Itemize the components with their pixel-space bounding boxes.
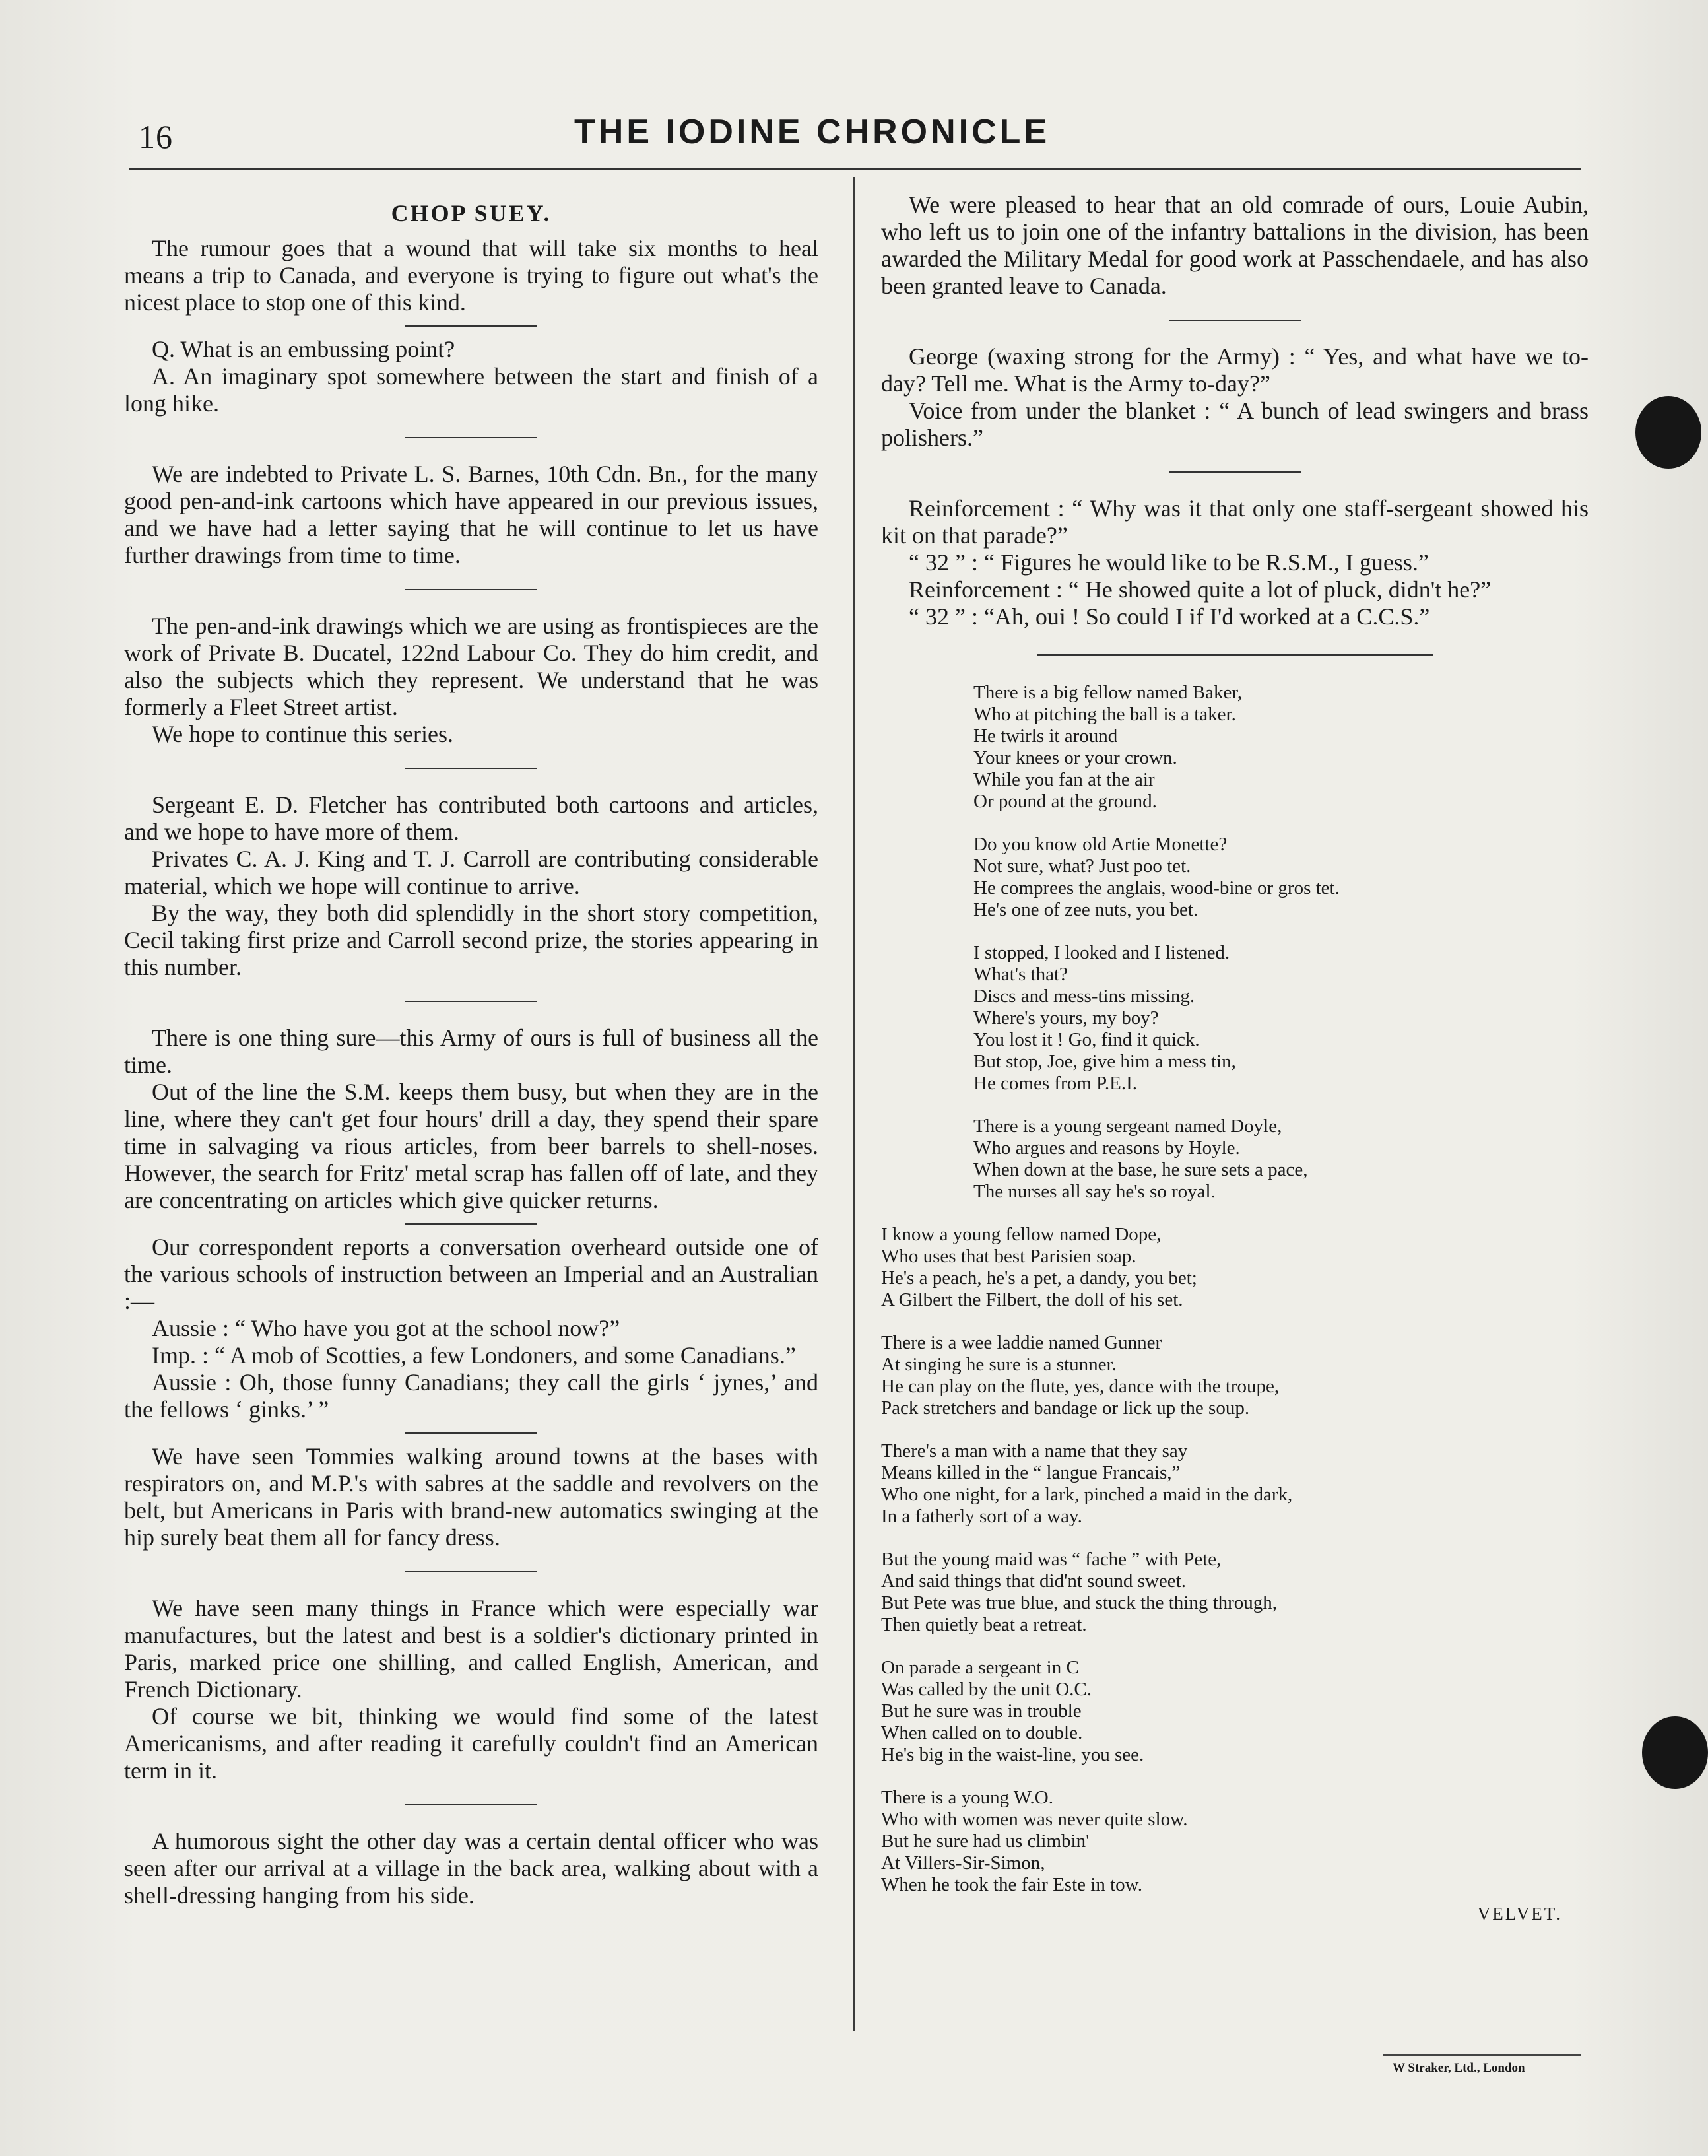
- poem-line: He's big in the waist-line, you see.: [881, 1744, 1144, 1765]
- poem-stanza: [881, 1332, 1589, 1419]
- poem-line: When called on to double.: [881, 1722, 1083, 1743]
- poem-line: When he took the fair Este in tow.: [881, 1874, 1142, 1895]
- dialogue-line: “ 32 ” : “Ah, oui ! So could I if I'd worked at a C.C.S.”: [909, 603, 1430, 630]
- paragraph: Privates C. A. J. King and T. J. Carroll are contributing considerable material, which we hope will continue to arrive.: [124, 846, 818, 899]
- separator-rule: [405, 1001, 537, 1002]
- poem-line: Discs and mess-tins missing.: [973, 986, 1195, 1007]
- paragraph: We have seen many things in France which were especially war manufactures, but the latest and best is a soldier's dictionary printed in Paris, marked price one shilling, and called English, American, and French Dictionary.: [124, 1595, 818, 1702]
- poem-line: Who with women was never quite slow.: [881, 1809, 1188, 1830]
- separator-rule: [1169, 471, 1301, 473]
- poem-line: I stopped, I looked and I listened.: [973, 942, 1230, 963]
- paragraph: The rumour goes that a wound that will take six months to heal means a trip to Canada, and everyone is trying to figure out what's the nicest place to stop one of this kind.: [124, 235, 818, 316]
- poem-line: At Villers-Sir-Simon,: [881, 1852, 1045, 1873]
- poem-line: But stop, Joe, give him a mess tin,: [973, 1051, 1236, 1072]
- separator-rule: [1037, 654, 1433, 656]
- separator-rule: [1169, 320, 1301, 321]
- poem-line: In a fatherly sort of a way.: [881, 1506, 1082, 1527]
- poem-line: Who at pitching the ball is a taker.: [973, 704, 1236, 725]
- masthead-title: THE IODINE CHRONICLE: [574, 113, 1051, 151]
- poem-line: The nurses all say he's so royal.: [973, 1181, 1216, 1202]
- poem-line: A Gilbert the Filbert, the doll of his set.: [881, 1289, 1183, 1310]
- poem-line: Who argues and reasons by Hoyle.: [973, 1137, 1240, 1159]
- poem-stanza: [881, 1549, 1589, 1636]
- poem-line: But he sure had us climbin': [881, 1831, 1090, 1852]
- paragraph: We have seen Tommies walking around towns at the bases with respirators on, and M.P.'s with sabres at the saddle and revolvers on the belt, but Americans in Paris with brand-new automatics swinging at the hip surely beat them all for fancy dress.: [124, 1443, 818, 1551]
- poem-line: Was called by the unit O.C.: [881, 1679, 1092, 1700]
- poem-stanza: [881, 1224, 1589, 1311]
- poem-line: He comes from P.E.I.: [973, 1073, 1138, 1094]
- separator-rule: [405, 589, 537, 590]
- poem-line: On parade a sergeant in C: [881, 1657, 1079, 1678]
- separator-rule: [405, 325, 537, 327]
- poem-line: Who one night, for a lark, pinched a maid in the dark,: [881, 1484, 1293, 1505]
- poem-stanza: [881, 682, 1589, 813]
- question: Q. What is an embussing point?: [152, 336, 455, 362]
- poem-line: I know a young fellow named Dope,: [881, 1224, 1162, 1245]
- poem-stanza: [881, 1657, 1589, 1766]
- paragraph: Sergeant E. D. Fletcher has contributed both cartoons and articles, and we hope to have more of them.: [124, 792, 818, 845]
- poem-line: At singing he sure is a stunner.: [881, 1354, 1117, 1375]
- poem-stanza: [881, 1787, 1589, 1896]
- dialogue-line: Aussie : “ Who have you got at the school now?”: [152, 1315, 620, 1341]
- paragraph: We are indebted to Private L. S. Barnes, 10th Cdn. Bn., for the many good pen-and-ink cartoons which have appeared in our previous issues, and we have had a letter saying that he will continue to let us have further drawings from time to time.: [124, 461, 818, 568]
- paragraph: The pen-and-ink drawings which we are using as frontispieces are the work of Private B. Ducatel, 122nd Labour Co. They do him credit, and also the subjects which they represent. We understand that he was formerly a Fleet Street artist.: [124, 613, 818, 720]
- dialogue-line: Imp. : “ A mob of Scotties, a few Londoners, and some Canadians.”: [152, 1342, 796, 1368]
- poem-stanza: [881, 1116, 1589, 1203]
- poem-line: Do you know old Artie Monette?: [973, 834, 1228, 855]
- separator-rule: [405, 1223, 537, 1225]
- dialogue-line: “ 32 ” : “ Figures he would like to be R.S.M., I guess.”: [909, 549, 1429, 576]
- poem-line: Who uses that best Parisien soap.: [881, 1246, 1136, 1267]
- paragraph: By the way, they both did splendidly in the short story competition, Cecil taking first prize and Carroll second prize, the stories appearing in this number.: [124, 900, 818, 980]
- dialogue-line: George (waxing strong for the Army) : “ Yes, and what have we to-day? Tell me. What is the Army to-day?”: [881, 343, 1589, 397]
- poem-line: But the young maid was “ fache ” with Pete,: [881, 1549, 1222, 1570]
- separator-rule: [405, 1804, 537, 1805]
- separator-rule: [405, 1432, 537, 1434]
- article-headline: CHOP SUEY.: [391, 200, 552, 226]
- author-signature: VELVET.: [1477, 1904, 1562, 1924]
- dialogue-line: Reinforcement : “ Why was it that only one staff-sergeant showed his kit on that parade?”: [881, 495, 1589, 549]
- right-column: [881, 191, 1589, 1924]
- separator-rule: [405, 768, 537, 769]
- poem-line: He twirls it around: [973, 725, 1118, 747]
- paragraph: Our correspondent reports a conversation overheard outside one of the various schools of instruction between an Imperial and an Australian :—: [124, 1234, 818, 1314]
- left-column: [124, 191, 818, 1909]
- paragraph: We hope to continue this series.: [152, 721, 453, 747]
- poem-line: Then quietly beat a retreat.: [881, 1614, 1087, 1635]
- poem-line: What's that?: [973, 964, 1068, 985]
- printer-imprint: W Straker, Ltd., London: [1393, 2061, 1525, 2075]
- paragraph: We were pleased to hear that an old comrade of ours, Louie Aubin, who left us to join one of the infantry battalions in the division, has been awarded the Military Medal for good work at Passchendaele, and has also been granted leave to Canada.: [881, 191, 1589, 299]
- poem-line: Or pound at the ground.: [973, 791, 1157, 812]
- poem-line: He's one of zee nuts, you bet.: [973, 899, 1199, 920]
- poem-line: There is a young sergeant named Doyle,: [973, 1116, 1282, 1137]
- poem-stanza: [881, 1440, 1589, 1528]
- column-divider: [853, 177, 855, 2031]
- separator-rule: [405, 1571, 537, 1572]
- poem-line: Means killed in the “ langue Francais,”: [881, 1462, 1181, 1483]
- paragraph: Out of the line the S.M. keeps them busy, but when they are in the line, where they can't get four hours' drill a day, they spend their spare time in salvaging va rious articles, from beer barrels to shell-noses. However, the search for Fritz' metal scrap has fallen off of late, and they are concentrating on articles which give quicker returns.: [124, 1079, 818, 1213]
- poem-line: There is a big fellow named Baker,: [973, 682, 1243, 703]
- paragraph: Of course we bit, thinking we would find some of the latest Americanisms, and after reading it carefully couldn't find an American term in it.: [124, 1703, 818, 1784]
- poem-line: Your knees or your crown.: [973, 747, 1177, 768]
- punch-hole-top: [1635, 396, 1701, 469]
- poem-line: While you fan at the air: [973, 769, 1155, 790]
- poem-line: He can play on the flute, yes, dance with the troupe,: [881, 1376, 1280, 1397]
- dialogue-line: Reinforcement : “ He showed quite a lot of pluck, didn't he?”: [909, 576, 1492, 603]
- punch-hole-bottom: [1642, 1716, 1708, 1789]
- poem-line: And said things that did'nt sound sweet.: [881, 1570, 1186, 1592]
- poem-stanza: [881, 834, 1589, 921]
- poem-stanza: [881, 942, 1589, 1095]
- poem-line: Not sure, what? Just poo tet.: [973, 856, 1191, 877]
- poem-line: Pack stretchers and bandage or lick up the soup.: [881, 1398, 1250, 1419]
- poem-line: When down at the base, he sure sets a pace,: [973, 1159, 1308, 1180]
- poem-line: He comprees the anglais, wood-bine or gros tet.: [973, 877, 1340, 898]
- poem-line: But he sure was in trouble: [881, 1701, 1082, 1722]
- poem-line: There's a man with a name that they say: [881, 1440, 1188, 1462]
- poem-line: There is a wee laddie named Gunner: [881, 1332, 1162, 1353]
- dialogue-line: Voice from under the blanket : “ A bunch of lead swingers and brass polishers.”: [881, 397, 1589, 451]
- dialogue-line: Aussie : Oh, those funny Canadians; they call the girls ‘ jynes,’ and the fellows ‘ ginks.’ ”: [124, 1369, 818, 1423]
- poem-line: You lost it ! Go, find it quick.: [973, 1029, 1200, 1050]
- poem-line: He's a peach, he's a pet, a dandy, you bet;: [881, 1267, 1197, 1289]
- poem-line: Where's yours, my boy?: [973, 1007, 1159, 1028]
- paragraph: There is one thing sure—this Army of ours is full of business all the time.: [124, 1025, 818, 1078]
- page-number: 16: [139, 118, 173, 155]
- separator-rule: [405, 437, 537, 438]
- paragraph: A humorous sight the other day was a certain dental officer who was seen after our arrival at a village in the back area, walking about with a shell-dressing hanging from his side.: [124, 1828, 818, 1908]
- header-rule: [129, 168, 1581, 170]
- poem-line: There is a young W.O.: [881, 1787, 1053, 1808]
- footer-rule: [1383, 2054, 1581, 2056]
- answer: A. An imaginary spot somewhere between the start and finish of a long hike.: [124, 363, 818, 417]
- poem-line: But Pete was true blue, and stuck the thing through,: [881, 1592, 1278, 1613]
